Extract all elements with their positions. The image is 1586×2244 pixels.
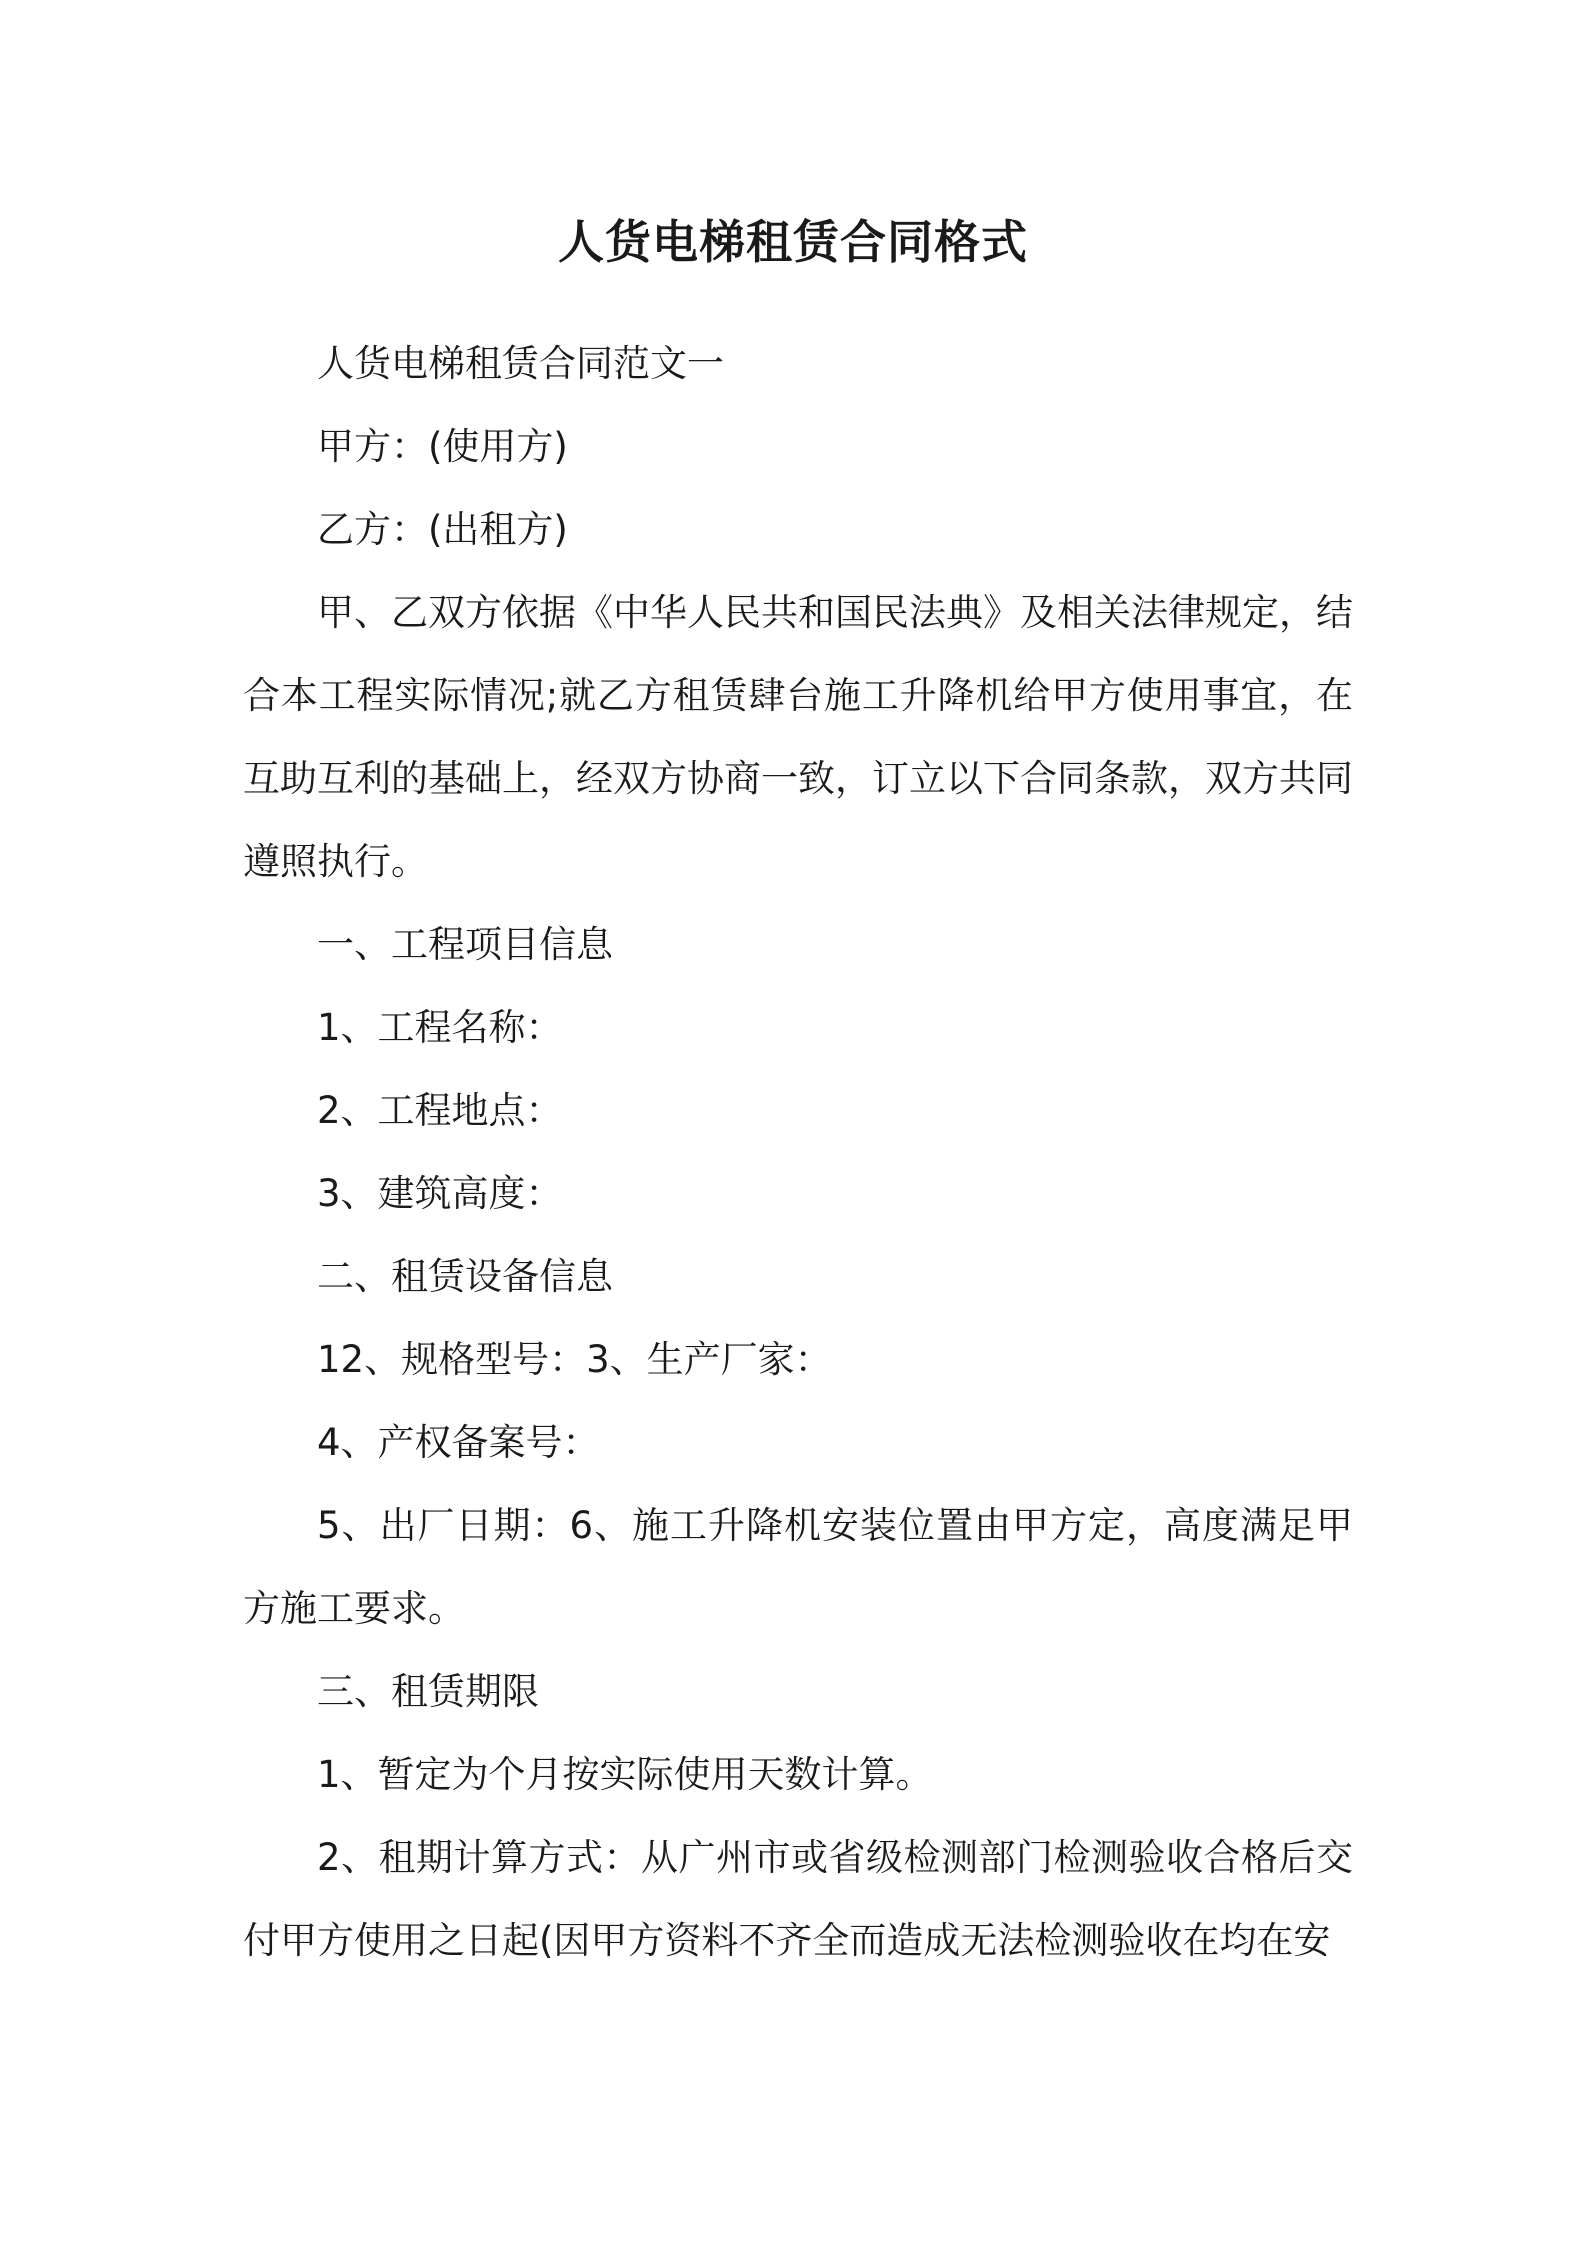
list-item-manufacture-date: 5、出厂日期：6、施工升降机安装位置由甲方定，高度满足甲方施工要求。 xyxy=(243,1504,1353,1630)
document-title: 人货电梯租赁合同格式 xyxy=(558,215,1028,269)
section-heading-equipment-info: 二、租赁设备信息 xyxy=(317,1255,613,1298)
list-item-lease-calculation: 2、租期计算方式：从广州市或省级检测部门检测验收合格后交付甲方使用之日起(因甲方资料不齐全而造成无法检测验收在均在安 xyxy=(243,1836,1353,1962)
paragraph-party-b: 乙方：(出租方) xyxy=(317,508,568,551)
document-body xyxy=(243,322,1353,1982)
list-item-lease-duration: 1、暂定为个月按实际使用天数计算。 xyxy=(317,1753,933,1796)
section-heading-project-info: 一、工程项目信息 xyxy=(317,923,613,966)
section-heading-lease-term: 三、租赁期限 xyxy=(317,1670,539,1713)
list-item-project-location: 2、工程地点： xyxy=(317,1089,563,1132)
list-item-model-manufacturer: 12、规格型号：3、生产厂家： xyxy=(317,1338,832,1381)
list-item-registration-number: 4、产权备案号： xyxy=(317,1421,600,1464)
paragraph-subtitle: 人货电梯租赁合同范文一 xyxy=(317,342,724,385)
paragraph-party-a: 甲方：(使用方) xyxy=(317,425,568,468)
paragraph-preamble: 甲、乙双方依据《中华人民共和国民法典》及相关法律规定，结合本工程实际情况;就乙方租赁肆台施工升降机给甲方使用事宜，在互助互利的基础上，经双方协商一致，订立以下合同条款，双方共同遵照执行。 xyxy=(243,591,1353,883)
list-item-building-height: 3、建筑高度： xyxy=(317,1172,563,1215)
list-item-project-name: 1、工程名称： xyxy=(317,1006,563,1049)
